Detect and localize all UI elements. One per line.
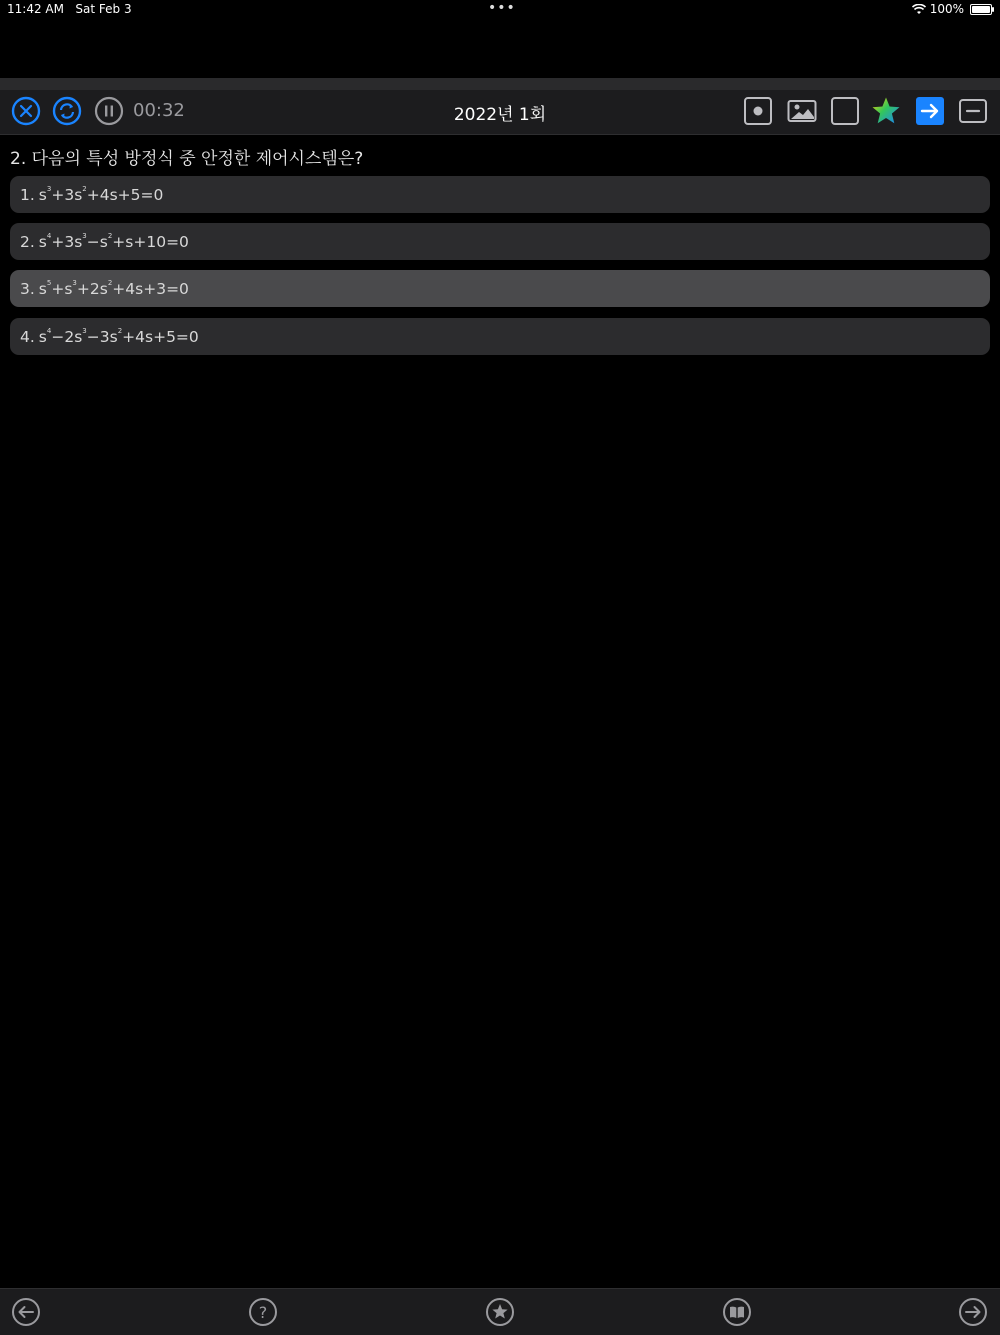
status-bar	[0, 0, 1000, 22]
next-button[interactable]	[958, 1297, 988, 1327]
battery-percent: 100%	[929, 2, 964, 16]
option-equation	[39, 185, 164, 204]
record-square-icon	[743, 96, 773, 126]
equation-term: +4s+3=0	[112, 280, 189, 298]
equation-exponent: 4	[46, 327, 52, 335]
svg-text:?: ?	[258, 1303, 268, 1322]
battery-icon	[970, 4, 992, 15]
option-number: 3.	[20, 279, 35, 298]
equation-term: s	[38, 280, 47, 298]
previous-button[interactable]	[11, 1297, 41, 1327]
equation-exponent: 4	[46, 232, 52, 240]
status-date: Sat Feb 3	[75, 2, 132, 16]
equation-term: +s	[51, 280, 73, 298]
equation-exponent: 3	[82, 232, 87, 240]
minus-square-icon	[958, 96, 988, 126]
close-button[interactable]	[11, 96, 41, 126]
equation-term: −3s	[86, 328, 118, 346]
equation-exponent: 3	[72, 279, 77, 287]
equation-term: +s+10=0	[112, 233, 189, 251]
bookmark-button[interactable]	[485, 1297, 515, 1327]
option-equation	[39, 232, 189, 251]
refresh-button[interactable]	[52, 96, 82, 126]
equation-exponent: 5	[46, 279, 52, 287]
help-button[interactable]	[248, 1297, 278, 1327]
option-number: 4.	[20, 327, 35, 346]
image-icon	[787, 96, 817, 126]
equation-exponent: 3	[82, 327, 87, 335]
record-button[interactable]	[743, 96, 773, 126]
answer-option[interactable]	[10, 270, 990, 307]
answer-option[interactable]	[10, 223, 990, 260]
equation-exponent: 2	[107, 232, 113, 240]
option-number: 2.	[20, 232, 35, 251]
equation-term: +4s+5=0	[86, 186, 164, 204]
equation-term: s	[38, 233, 47, 251]
multitasking-dots[interactable]: •••	[488, 0, 516, 16]
question-text: 2. 다음의 특성 방정식 중 안정한 제어시스템은?	[10, 149, 364, 169]
equation-exponent: 2	[107, 279, 113, 287]
equation-term: +4s+5=0	[122, 328, 199, 346]
pause-button[interactable]	[94, 96, 124, 126]
close-circle-icon	[11, 96, 41, 126]
equation-term: +3s	[51, 233, 83, 251]
arrow-left-circle-icon	[11, 1297, 41, 1327]
arrow-right-circle-icon	[958, 1297, 988, 1327]
explanation-button[interactable]	[722, 1297, 752, 1327]
pause-circle-icon	[94, 96, 124, 126]
empty-square-icon	[830, 96, 860, 126]
quiz-toolbar	[0, 90, 1000, 135]
status-right	[912, 2, 992, 16]
option-number: 1.	[20, 185, 35, 204]
refresh-circle-icon	[52, 96, 82, 126]
arrow-right-square-icon	[915, 96, 945, 126]
answer-option[interactable]	[10, 176, 990, 213]
timer: 00:32	[133, 100, 185, 121]
status-time-value: 11:42 AM	[7, 2, 64, 16]
image-button[interactable]	[787, 96, 817, 126]
equation-term: +2s	[76, 280, 108, 298]
equation-term: s	[38, 328, 47, 346]
book-circle-icon	[722, 1297, 752, 1327]
blank-button[interactable]	[830, 96, 860, 126]
bottom-bar	[0, 1288, 1000, 1335]
star-icon	[871, 96, 901, 126]
top-separator	[0, 78, 1000, 90]
option-equation	[39, 327, 199, 346]
equation-exponent: 2	[82, 185, 87, 193]
minimize-button[interactable]	[958, 96, 988, 126]
page-title: 2022년 1회	[453, 105, 547, 125]
equation-exponent: 2	[117, 327, 123, 335]
equation-term: −2s	[51, 328, 83, 346]
next-arrow-button[interactable]	[915, 96, 945, 126]
equation-term: +3s	[51, 186, 83, 204]
equation-term: s	[38, 186, 47, 204]
star-circle-icon	[485, 1297, 515, 1327]
answer-option[interactable]	[10, 318, 990, 355]
status-time	[7, 2, 132, 16]
equation-term: −s	[86, 233, 108, 251]
favorite-button[interactable]	[871, 96, 901, 126]
question-circle-icon	[248, 1297, 278, 1327]
equation-exponent: 3	[46, 185, 52, 193]
wifi-icon	[912, 4, 926, 15]
option-equation	[39, 279, 189, 298]
